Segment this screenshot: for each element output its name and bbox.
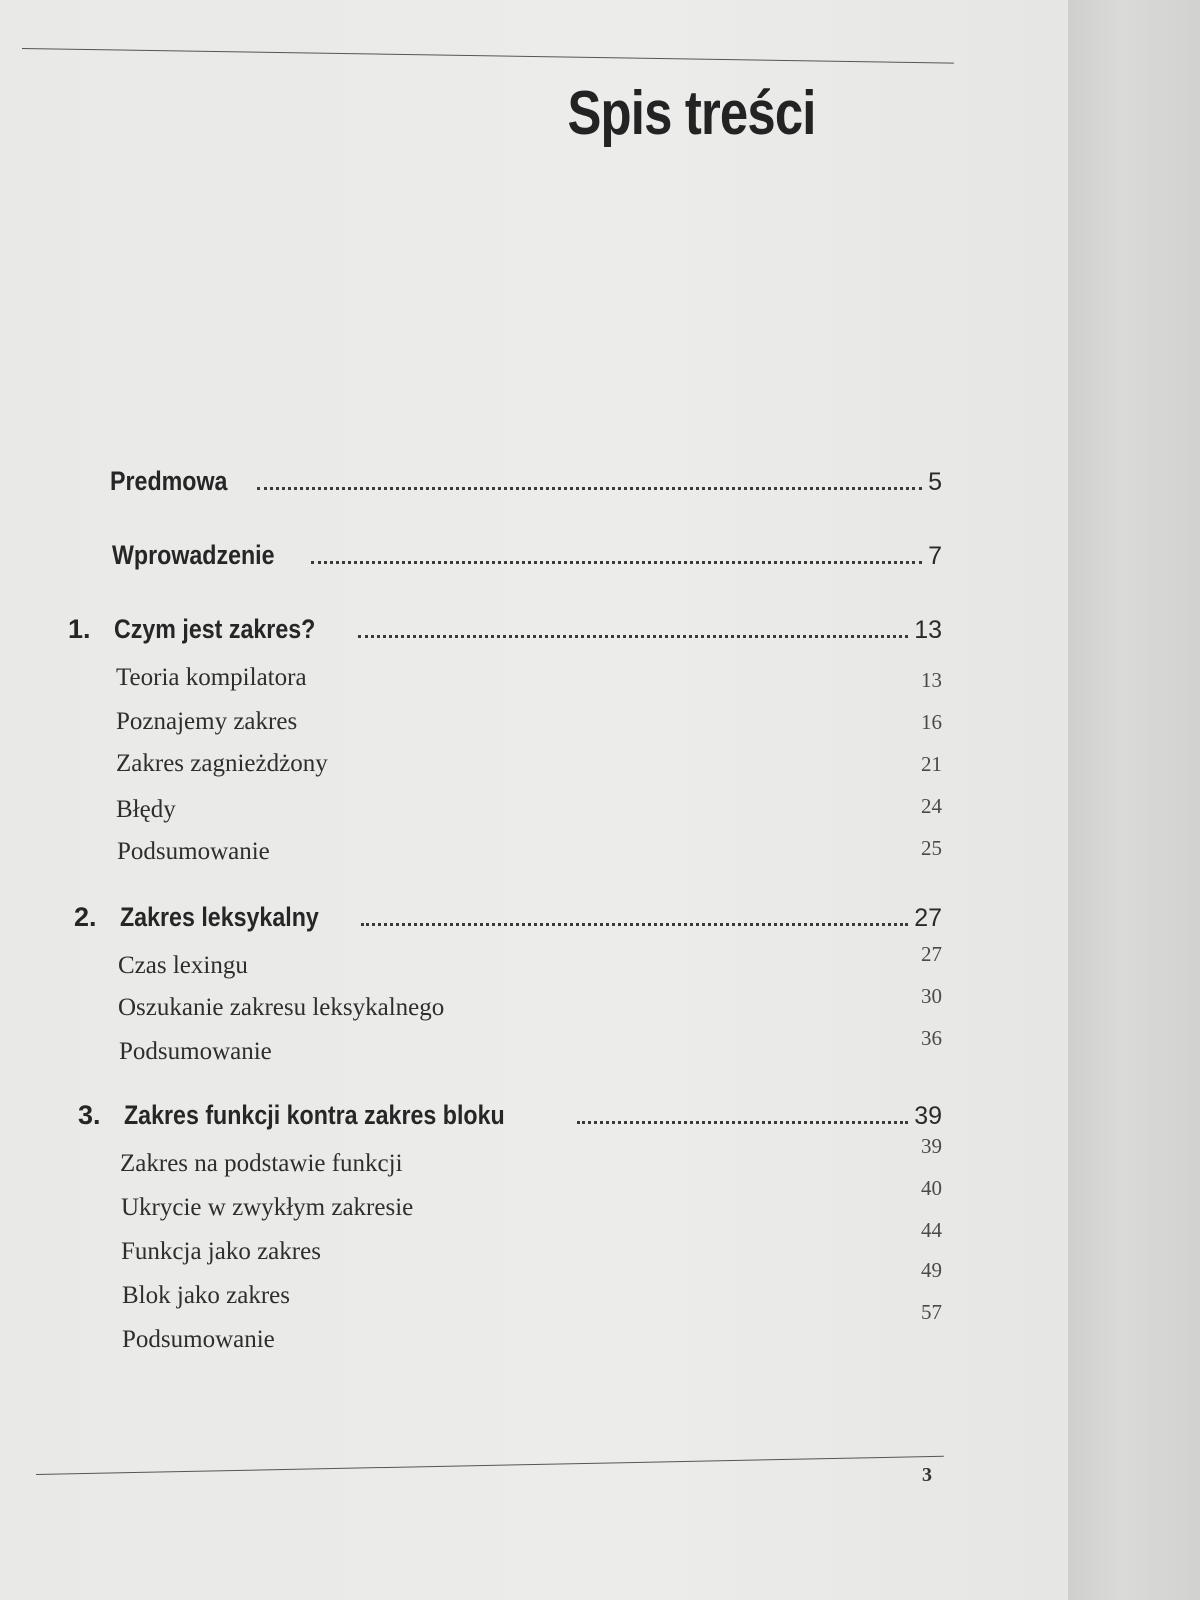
- toc-entry-page: 13: [914, 616, 942, 644]
- toc-section: Podsumowanie: [119, 1038, 272, 1065]
- toc-entry-chapter-2: [74, 902, 942, 933]
- toc-section: Blok jako zakres: [122, 1282, 291, 1309]
- toc-section: Podsumowanie: [117, 838, 270, 865]
- toc-section-page: 16: [921, 710, 942, 734]
- dot-leader: [257, 487, 923, 490]
- toc-section: Teoria kompilatora: [116, 664, 307, 691]
- toc-section: Błędy: [116, 796, 176, 823]
- toc-section-page: 44: [921, 1218, 942, 1242]
- toc-entry-title: Wprowadzenie: [112, 540, 275, 570]
- toc-section: Oszukanie zakresu leksykalnego: [118, 994, 445, 1021]
- toc-section-page: 57: [921, 1300, 942, 1324]
- toc-section-page: 21: [921, 752, 942, 776]
- chapter-number: 2.: [74, 902, 97, 932]
- toc-entry-title: Zakres leksykalny: [120, 902, 319, 932]
- toc-entry-introduction: [112, 540, 942, 571]
- toc-section-page: 49: [921, 1258, 942, 1282]
- toc-section-page: 39: [921, 1134, 942, 1158]
- toc-section: Funkcja jako zakres: [121, 1238, 321, 1265]
- toc-entry-chapter-3: [78, 1100, 942, 1131]
- toc-entry-page: 27: [914, 904, 942, 932]
- toc-entry-page: 7: [928, 542, 942, 570]
- chapter-number: 1.: [68, 614, 91, 644]
- dot-leader: [358, 635, 908, 638]
- toc-section-page: 40: [921, 1176, 942, 1200]
- page-number: 3: [922, 1464, 932, 1486]
- toc-section: Czas lexingu: [118, 952, 248, 979]
- toc-entry-page: 5: [928, 468, 942, 496]
- page-title: Spis treści: [567, 79, 816, 148]
- dot-leader: [577, 1121, 909, 1124]
- toc-entry-title: Czym jest zakres?: [114, 614, 316, 644]
- toc-section-page: 27: [921, 942, 942, 966]
- toc-section-page: 36: [921, 1026, 942, 1050]
- toc-section-page: 24: [921, 794, 942, 818]
- toc-entry-preface: [110, 466, 942, 497]
- toc-section: Poznajemy zakres: [116, 708, 298, 735]
- toc-entry-chapter-1: [68, 614, 942, 645]
- page-edge-background: [1068, 0, 1200, 1600]
- toc-section-page: 25: [921, 836, 942, 860]
- dot-leader: [361, 923, 908, 926]
- toc-section: Zakres zagnieżdżony: [116, 750, 328, 777]
- toc-entry-title: Predmowa: [110, 466, 228, 496]
- chapter-number: 3.: [78, 1100, 101, 1130]
- toc-entry-title: Zakres funkcji kontra zakres bloku: [124, 1100, 505, 1130]
- toc-section-page: 30: [921, 984, 942, 1008]
- toc-section: Ukrycie w zwykłym zakresie: [121, 1194, 414, 1221]
- toc-section-page: 13: [921, 668, 942, 692]
- dot-leader: [311, 561, 922, 564]
- toc-entry-page: 39: [914, 1102, 942, 1130]
- toc-section: Podsumowanie: [122, 1326, 275, 1353]
- toc-section: Zakres na podstawie funkcji: [120, 1150, 403, 1177]
